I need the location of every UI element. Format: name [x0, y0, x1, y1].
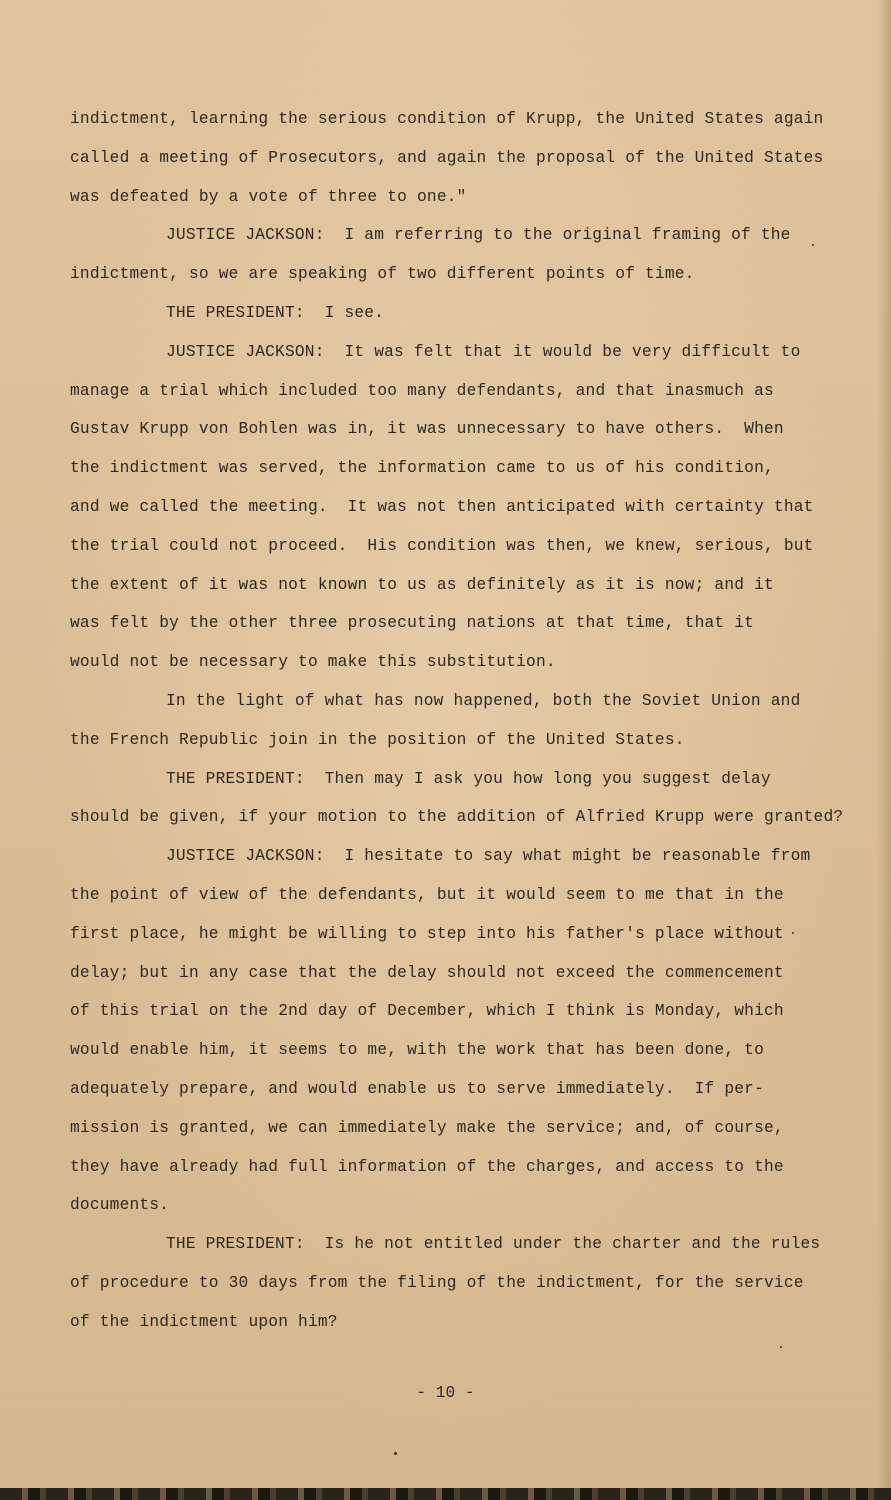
transcript-line: indictment, learning the serious condition of Krupp, the United States again: [70, 110, 824, 128]
scan-edge-strip: [0, 1488, 891, 1500]
paper-edge-shadow: [877, 0, 891, 1500]
transcript-line: THE PRESIDENT: I see.: [166, 303, 385, 322]
transcript-line: THE PRESIDENT: Then may I ask you how long you suggest delay: [166, 769, 771, 788]
paper-speck: [792, 932, 794, 934]
transcript-line: THE PRESIDENT: Is he not entitled under the charter and the rules: [166, 1235, 821, 1254]
transcript-line: was felt by the other three prosecuting nations at that time, that it: [70, 614, 755, 633]
transcript-line: documents.: [70, 1196, 170, 1215]
transcript-line: they have already had full information of the charges, and access to the: [70, 1157, 784, 1176]
transcript-line: delay; but in any case that the delay should not exceed the commencement: [70, 963, 784, 982]
transcript-line: JUSTICE JACKSON: I am referring to the original framing of the: [166, 226, 791, 245]
paper-speck: [780, 1346, 782, 1348]
transcript-line: would enable him, it seems to me, with the work that has been done, to: [70, 1041, 764, 1060]
transcript-body: [70, 100, 844, 1342]
paper-speck: [394, 1452, 397, 1455]
transcript-line: the trial could not proceed. His condition was then, we knew, serious, but: [70, 536, 814, 555]
transcript-line: the point of view of the defendants, but it would seem to me that in the: [70, 885, 784, 904]
transcript-line: In the light of what has now happened, both the Soviet Union and: [166, 691, 801, 710]
transcript-line: of procedure to 30 days from the filing of the indictment, for the service: [70, 1273, 804, 1292]
transcript-line: adequately prepare, and would enable us to serve immediately. If per-: [70, 1079, 764, 1098]
transcript-line: called a meeting of Prosecutors, and again the proposal of the United States: [70, 148, 824, 167]
transcript-line: JUSTICE JACKSON: I hesitate to say what might be reasonable from: [166, 847, 811, 866]
transcript-line: the extent of it was not known to us as definitely as it is now; and it: [70, 575, 774, 594]
transcript-line: and we called the meeting. It was not then anticipated with certainty that: [70, 497, 814, 516]
page-number: - 10 -: [416, 1384, 475, 1402]
transcript-line: mission is granted, we can immediately make the service; and, of course,: [70, 1118, 784, 1137]
paper-speck: [812, 244, 814, 246]
transcript-line: the French Republic join in the position of the United States.: [70, 730, 685, 749]
transcript-line: manage a trial which included too many defendants, and that inasmuch as: [70, 381, 774, 400]
transcript-line: of the indictment upon him?: [70, 1312, 338, 1331]
transcript-line: first place, he might be willing to step into his father's place without: [70, 924, 784, 943]
transcript-line: indictment, so we are speaking of two different points of time.: [70, 265, 695, 284]
transcript-line: of this trial on the 2nd day of December, which I think is Monday, which: [70, 1002, 784, 1021]
transcript-line: the indictment was served, the information came to us of his condition,: [70, 459, 774, 478]
transcript-line: was defeated by a vote of three to one.": [70, 187, 467, 206]
transcript-line: would not be necessary to make this substitution.: [70, 653, 556, 672]
transcript-line: should be given, if your motion to the addition of Alfried Krupp were granted?: [70, 808, 844, 827]
transcript-line: JUSTICE JACKSON: It was felt that it would be very difficult to: [166, 342, 801, 361]
transcript-line: Gustav Krupp von Bohlen was in, it was unnecessary to have others. When: [70, 420, 784, 439]
